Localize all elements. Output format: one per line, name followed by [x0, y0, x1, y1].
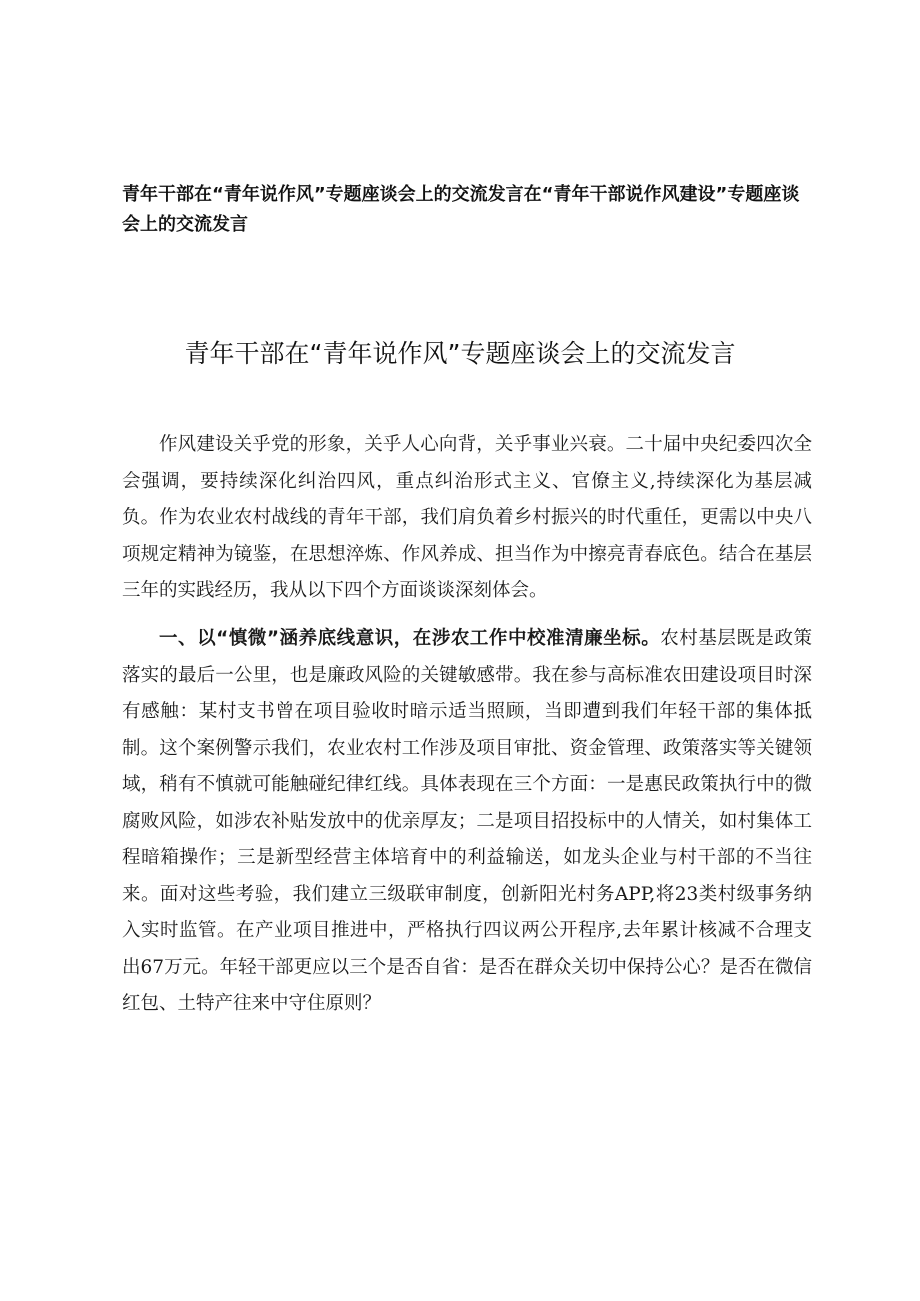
document-heading: 青年干部在“青年说作风”专题座谈会上的交流发言在“青年干部说作风建设”专题座谈会上的交流发言: [122, 184, 800, 235]
speech-title: 青年干部在“青年说作风”专题座谈会上的交流发言: [184, 339, 736, 368]
section-one-text: 农村基层既是政策落实的最后一公里，也是廉政风险的关键敏感带。我在参与高标准农田建设项目时深有感触：某村支书曾在项目验收时暗示适当照顾，当即遭到我们年轻干部的集体抵制。这个案例警示我们，农业农村工作涉及项目审批、资金管理、政策落实等关键领域，稍有不慎就可能触碰纪律红线。具体表现在三个方面：一是惠民政策执行中的微腐败风险，如涉农补贴发放中的优亲厚友；二是项目招投标中的人情关，如村集体工程暗箱操作；三是新型经营主体培育中的利益输送，如龙头企业与村干部的不当往来。面对这些考验，我们建立三级联审制度，创新阳光村务APP,将23类村级事务纳入实时监管。在产业项目推进中，严格执行四议两公开程序,去年累计核减不合理支出67万元。年轻干部更应以三个是否自省：是否在群众关切中保持公心？是否在微信红包、土特产往来中守住原则？: [122, 628, 812, 1014]
paragraph-intro-text: 作风建设关乎党的形象，关乎人心向背，关乎事业兴衰。二十届中央纪委四次全会强调，要持续深化纠治四风，重点纠治形式主义、官僚主义,持续深化为基层减负。作为农业农村战线的青年干部，我们肩负着乡村振兴的时代重任，更需以中央八项规定精神为镜鉴，在思想淬炼、作风养成、担当作为中擦亮青春底色。结合在基层三年的实践经历，我从以下四个方面谈谈深刻体会。: [122, 434, 812, 601]
section-one-lead: 一、以“慎微”涵养底线意识，在涉农工作中校准清廉坐标。: [159, 628, 661, 649]
paragraph-intro: [122, 427, 812, 610]
paragraph-section-one: [122, 621, 812, 1023]
